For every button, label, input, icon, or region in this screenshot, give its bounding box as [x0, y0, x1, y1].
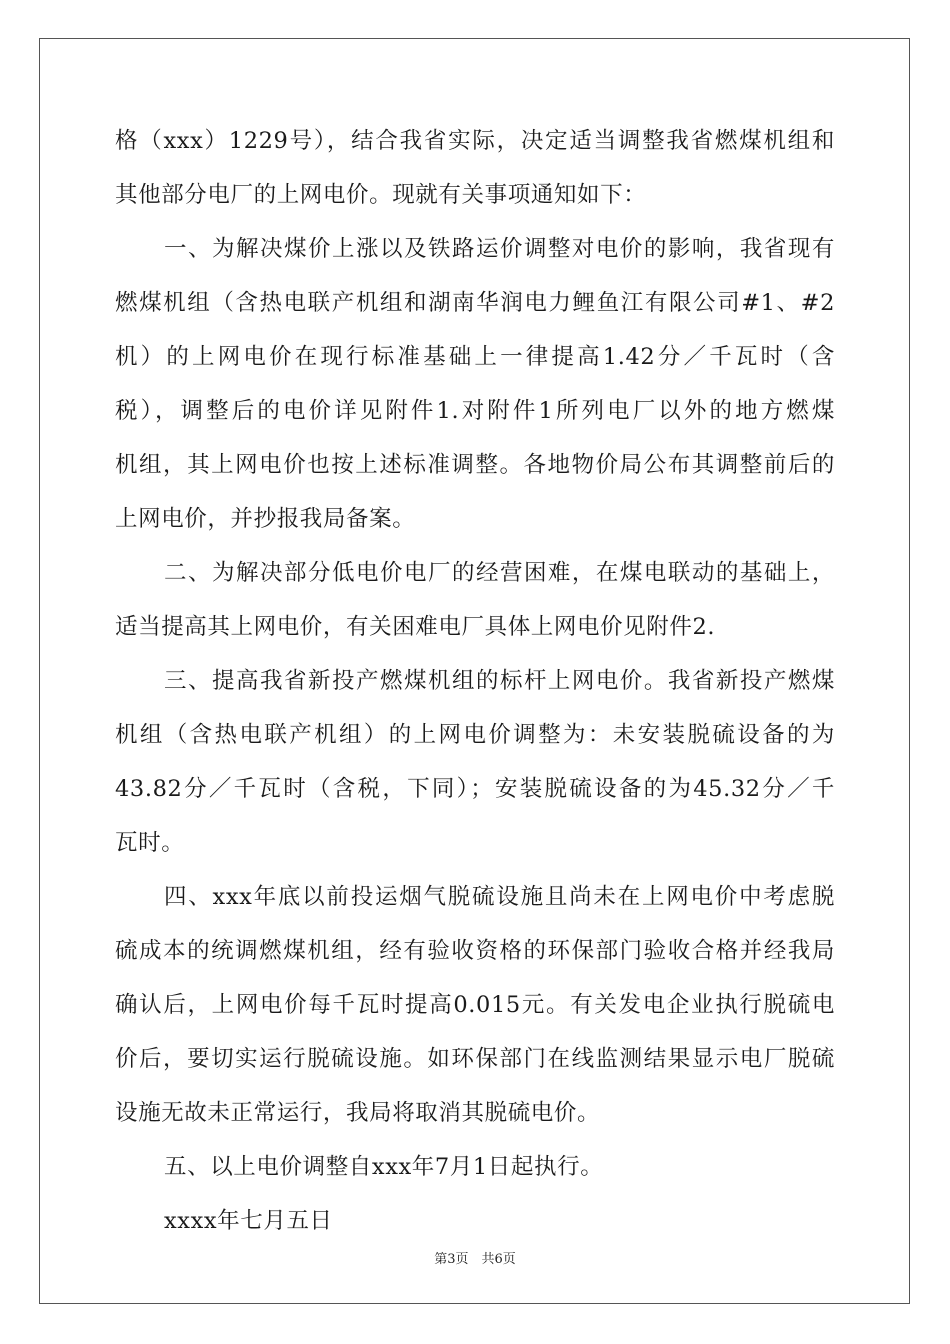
page-indicator: 第3页 共6页 [434, 1252, 516, 1267]
paragraph-line: 设施无故未正常运行，我局将取消其脱硫电价。 [115, 1100, 601, 1126]
document-body [115, 126, 835, 1260]
paragraph-line: 瓦时。 [115, 830, 185, 856]
paragraph-line: 五、以上电价调整自xxx年7月1日起执行。 [164, 1154, 604, 1180]
paragraph-line: 四、xxx年底以前投运烟气脱硫设施且尚未在上网电价中考虑脱 [164, 884, 835, 910]
paragraph-line: 机组（含热电联产机组）的上网电价调整为：未安装脱硫设备的为 [115, 722, 835, 748]
paragraph-line: 机组，其上网电价也按上述标准调整。各地物价局公布其调整前后的 [115, 452, 835, 478]
paragraph-line: 确认后，上网电价每千瓦时提高0.015元。有关发电企业执行脱硫电 [115, 992, 835, 1018]
paragraph-line: 税），调整后的电价详见附件1.对附件1所列电厂以外的地方燃煤 [115, 398, 835, 424]
paragraph-line: 三、提高我省新投产燃煤机组的标杆上网电价。我省新投产燃煤 [164, 668, 835, 694]
paragraph-line: 一、为解决煤价上涨以及铁路运价调整对电价的影响，我省现有 [164, 236, 835, 262]
paragraph-line: 价后，要切实运行脱硫设施。如环保部门在线监测结果显示电厂脱硫 [115, 1046, 835, 1072]
paragraph-line: 43.82分／千瓦时（含税，下同）；安装脱硫设备的为45.32分／千 [115, 776, 835, 802]
paragraph-line: 机）的上网电价在现行标准基础上一律提高1.42分／千瓦时（含 [115, 344, 835, 370]
paragraph-line: 燃煤机组（含热电联产机组和湖南华润电力鲤鱼江有限公司#1、#2 [115, 290, 835, 316]
paragraph-line: 上网电价，并抄报我局备案。 [115, 506, 416, 532]
paragraph-line: 其他部分电厂的上网电价。现就有关事项通知如下： [115, 182, 647, 208]
paragraph-line: 硫成本的统调燃煤机组，经有验收资格的环保部门验收合格并经我局 [115, 938, 835, 964]
paragraph-line: 格（xxx）1229号），结合我省实际，决定适当调整我省燃煤机组和 [115, 128, 835, 154]
paragraph-line: 二、为解决部分低电价电厂的经营困难，在煤电联动的基础上， [164, 560, 835, 586]
paragraph-line: 适当提高其上网电价，有关困难电厂具体上网电价见附件2. [115, 614, 716, 640]
document-date: xxxx年七月五日 [164, 1208, 333, 1234]
